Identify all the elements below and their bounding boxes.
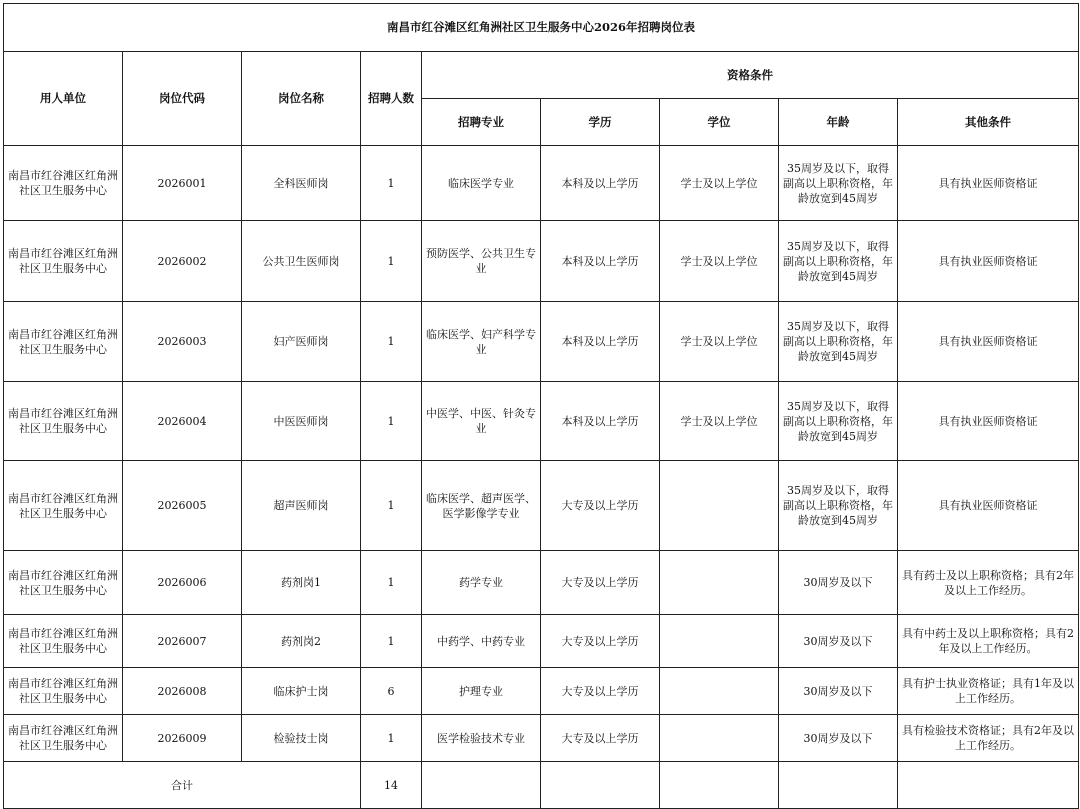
other-cell: 具有执业医师资格证	[898, 302, 1079, 382]
table-row	[4, 302, 1079, 382]
degree-cell: 学士及以上学位	[660, 302, 779, 382]
degree-cell	[660, 615, 779, 668]
code-cell: 2026006	[123, 551, 242, 615]
degree-cell: 学士及以上学位	[660, 146, 779, 221]
education-cell: 本科及以上学历	[541, 146, 660, 221]
count-cell: 1	[361, 382, 422, 461]
education-cell: 本科及以上学历	[541, 221, 660, 302]
other-cell: 具有检验技术资格证；具有2年及以上工作经历。	[898, 715, 1079, 762]
name-cell: 妇产医师岗	[242, 302, 361, 382]
degree-cell	[660, 461, 779, 551]
name-cell: 超声医师岗	[242, 461, 361, 551]
age-cell: 35周岁及以下，取得副高以上职称资格，年龄放宽到45周岁	[779, 302, 898, 382]
code-cell: 2026004	[123, 382, 242, 461]
age-cell: 35周岁及以下，取得副高以上职称资格，年龄放宽到45周岁	[779, 382, 898, 461]
name-cell: 公共卫生医师岗	[242, 221, 361, 302]
header-count: 招聘人数	[361, 52, 422, 146]
name-cell: 临床护士岗	[242, 668, 361, 715]
unit-cell: 南昌市红谷滩区红角洲社区卫生服务中心	[4, 615, 123, 668]
degree-cell	[660, 668, 779, 715]
other-cell: 具有执业医师资格证	[898, 382, 1079, 461]
major-cell: 预防医学、公共卫生专业	[422, 221, 541, 302]
total-label: 合计	[4, 762, 361, 809]
header-other: 其他条件	[898, 99, 1079, 146]
age-cell: 35周岁及以下，取得副高以上职称资格，年龄放宽到45周岁	[779, 221, 898, 302]
table-title: 南昌市红谷滩区红角洲社区卫生服务中心2026年招聘岗位表	[4, 4, 1079, 52]
degree-cell: 学士及以上学位	[660, 382, 779, 461]
total-row	[4, 762, 1079, 809]
unit-cell: 南昌市红谷滩区红角洲社区卫生服务中心	[4, 461, 123, 551]
education-cell: 大专及以上学历	[541, 615, 660, 668]
name-cell: 药剂岗1	[242, 551, 361, 615]
unit-cell: 南昌市红谷滩区红角洲社区卫生服务中心	[4, 382, 123, 461]
count-cell: 1	[361, 146, 422, 221]
code-cell: 2026001	[123, 146, 242, 221]
unit-cell: 南昌市红谷滩区红角洲社区卫生服务中心	[4, 551, 123, 615]
code-cell: 2026003	[123, 302, 242, 382]
education-cell: 本科及以上学历	[541, 382, 660, 461]
unit-cell: 南昌市红谷滩区红角洲社区卫生服务中心	[4, 302, 123, 382]
recruitment-table	[3, 3, 1079, 809]
header-education: 学历	[541, 99, 660, 146]
education-cell: 大专及以上学历	[541, 715, 660, 762]
major-cell: 临床医学、超声医学、 医学影像学专业	[422, 461, 541, 551]
major-cell: 临床医学、妇产科学专业	[422, 302, 541, 382]
table-row	[4, 668, 1079, 715]
major-cell: 药学专业	[422, 551, 541, 615]
table-row	[4, 461, 1079, 551]
code-cell: 2026008	[123, 668, 242, 715]
major-cell: 中医学、中医、针灸专业	[422, 382, 541, 461]
empty-cell	[660, 762, 779, 809]
other-cell: 具有中药士及以上职称资格；具有2年及以上工作经历。	[898, 615, 1079, 668]
unit-cell: 南昌市红谷滩区红角洲社区卫生服务中心	[4, 146, 123, 221]
name-cell: 全科医师岗	[242, 146, 361, 221]
code-cell: 2026002	[123, 221, 242, 302]
empty-cell	[898, 762, 1079, 809]
count-cell: 1	[361, 302, 422, 382]
empty-cell	[422, 762, 541, 809]
age-cell: 35周岁及以下，取得副高以上职称资格，年龄放宽到45周岁	[779, 461, 898, 551]
table-row	[4, 715, 1079, 762]
age-cell: 35周岁及以下，取得副高以上职称资格，年龄放宽到45周岁	[779, 146, 898, 221]
education-cell: 本科及以上学历	[541, 302, 660, 382]
count-cell: 1	[361, 461, 422, 551]
count-cell: 1	[361, 551, 422, 615]
table-row	[4, 146, 1079, 221]
other-cell: 具有药士及以上职称资格；具有2年及以上工作经历。	[898, 551, 1079, 615]
count-cell: 1	[361, 615, 422, 668]
table-row	[4, 382, 1079, 461]
header-unit: 用人单位	[4, 52, 123, 146]
education-cell: 大专及以上学历	[541, 461, 660, 551]
count-cell: 6	[361, 668, 422, 715]
header-code: 岗位代码	[123, 52, 242, 146]
table-row	[4, 615, 1079, 668]
degree-cell	[660, 715, 779, 762]
major-cell: 医学检验技术专业	[422, 715, 541, 762]
code-cell: 2026009	[123, 715, 242, 762]
age-cell: 30周岁及以下	[779, 668, 898, 715]
other-cell: 具有执业医师资格证	[898, 461, 1079, 551]
age-cell: 30周岁及以下	[779, 715, 898, 762]
major-cell: 护理专业	[422, 668, 541, 715]
education-cell: 大专及以上学历	[541, 668, 660, 715]
name-cell: 中医医师岗	[242, 382, 361, 461]
count-cell: 1	[361, 715, 422, 762]
other-cell: 具有护士执业资格证；具有1年及以上工作经历。	[898, 668, 1079, 715]
unit-cell: 南昌市红谷滩区红角洲社区卫生服务中心	[4, 715, 123, 762]
header-qualifications: 资格条件	[422, 52, 1079, 99]
education-cell: 大专及以上学历	[541, 551, 660, 615]
empty-cell	[779, 762, 898, 809]
header-age: 年龄	[779, 99, 898, 146]
total-count: 14	[361, 762, 422, 809]
major-cell: 临床医学专业	[422, 146, 541, 221]
table-row	[4, 221, 1079, 302]
major-cell: 中药学、中药专业	[422, 615, 541, 668]
unit-cell: 南昌市红谷滩区红角洲社区卫生服务中心	[4, 668, 123, 715]
age-cell: 30周岁及以下	[779, 615, 898, 668]
header-name: 岗位名称	[242, 52, 361, 146]
unit-cell: 南昌市红谷滩区红角洲社区卫生服务中心	[4, 221, 123, 302]
degree-cell	[660, 551, 779, 615]
header-degree: 学位	[660, 99, 779, 146]
code-cell: 2026007	[123, 615, 242, 668]
empty-cell	[541, 762, 660, 809]
code-cell: 2026005	[123, 461, 242, 551]
degree-cell: 学士及以上学位	[660, 221, 779, 302]
other-cell: 具有执业医师资格证	[898, 146, 1079, 221]
name-cell: 检验技士岗	[242, 715, 361, 762]
header-major: 招聘专业	[422, 99, 541, 146]
table-row	[4, 551, 1079, 615]
age-cell: 30周岁及以下	[779, 551, 898, 615]
count-cell: 1	[361, 221, 422, 302]
other-cell: 具有执业医师资格证	[898, 221, 1079, 302]
name-cell: 药剂岗2	[242, 615, 361, 668]
